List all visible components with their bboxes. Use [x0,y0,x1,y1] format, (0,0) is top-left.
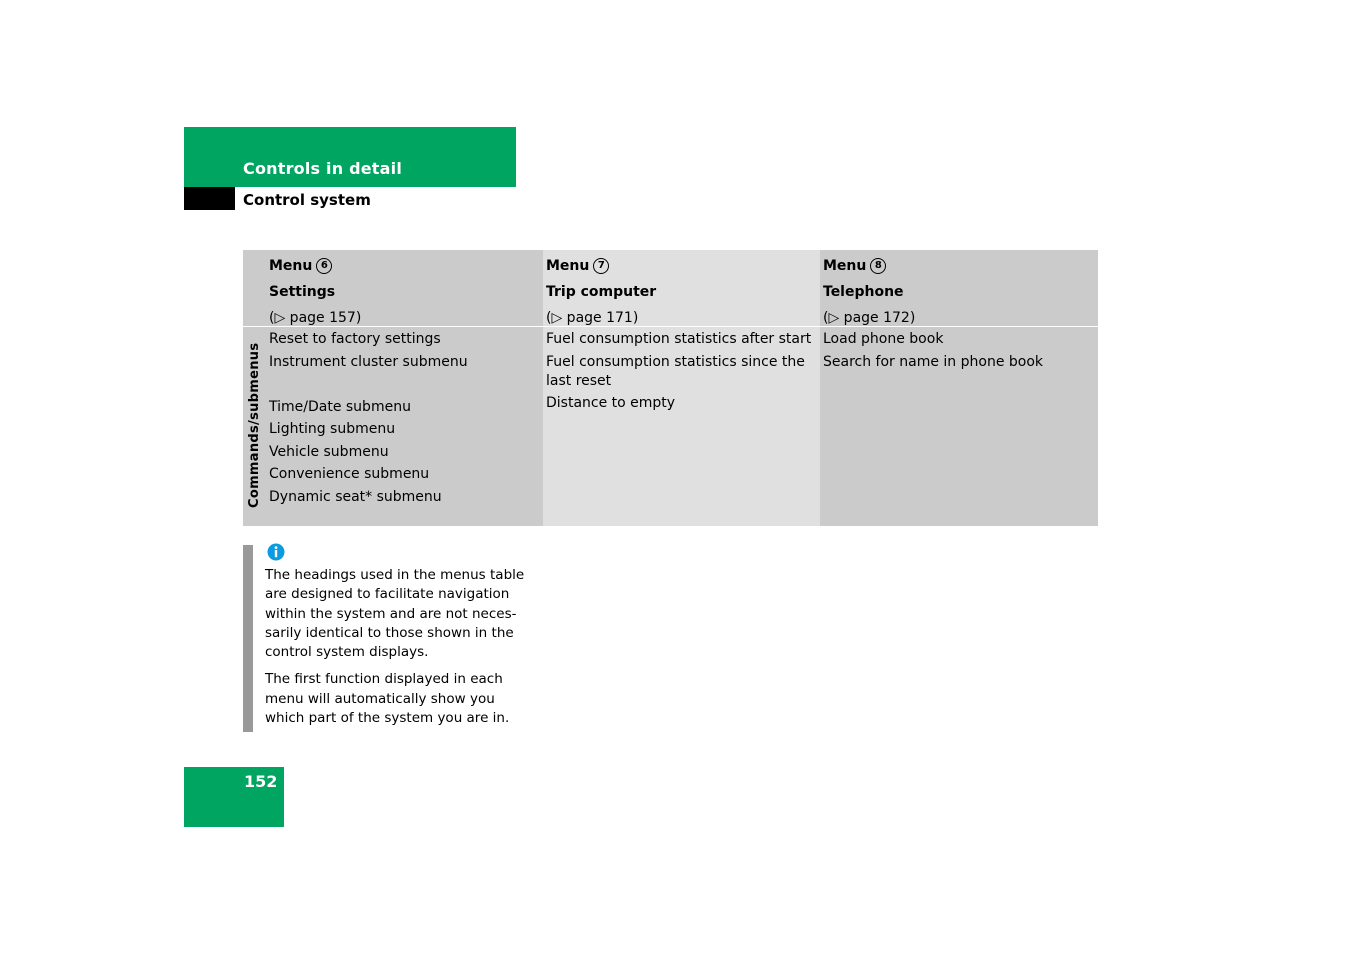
menu-label: Menu [269,258,313,274]
menu-number-badge: 8 [870,258,886,274]
info-paragraph: The first function displayed in each menu will automatically show you which part of the system you are in. [265,671,510,727]
menu-column-telephone [820,250,1098,526]
command-list [269,327,468,510]
list-item: Fuel consumption statistics after start [546,331,812,347]
command-list [546,327,816,417]
info-bar [243,545,253,732]
list-item: Load phone book [823,331,944,347]
info-icon [267,543,285,561]
subsection-marker [184,187,235,210]
list-item: Lighting submenu [269,421,396,437]
menus-table [243,250,1098,526]
page-reference: (▷ page 157) [269,310,362,326]
page-number: 152 [244,772,278,791]
header-divider [243,326,1098,327]
menu-number-badge: 7 [593,258,609,274]
menu-name: Telephone [823,284,904,300]
column-header [269,253,361,331]
list-item: Convenience submenu [269,466,430,482]
menu-label: Menu [546,258,590,274]
list-item: Instrument cluster submenu [269,353,468,370]
list-item: Time/Date submenu [269,398,411,415]
menu-name: Settings [269,284,336,300]
menu-name: Trip computer [546,284,657,300]
info-paragraph: The headings used in the menus table are designed to facilitate navigation within the system and are not neces-sarily identical to those shown in the control system displays. [265,567,525,661]
info-note [265,566,525,736]
list-item: Reset to factory settings [269,331,441,347]
column-header [546,253,656,331]
command-list [823,327,1093,375]
menu-number-badge: 6 [316,258,332,274]
commands-submenus-label: Commands/submenus [247,342,262,508]
menu-column-settings [243,250,543,526]
column-header [823,253,915,331]
subsection-title: Control system [243,191,371,209]
header-band [184,127,516,187]
menu-label: Menu [823,258,867,274]
menu-column-trip-computer [543,250,820,526]
page-reference: (▷ page 172) [823,310,916,326]
list-item: Vehicle submenu [269,443,389,460]
list-item: Dynamic seat* submenu [269,488,442,505]
page-reference: (▷ page 171) [546,310,639,326]
section-title: Controls in detail [243,159,402,178]
list-item: Search for name in phone book [823,353,1044,370]
list-item: Distance to empty [546,395,676,411]
list-item: Fuel consumption statistics since the last reset [546,353,805,389]
